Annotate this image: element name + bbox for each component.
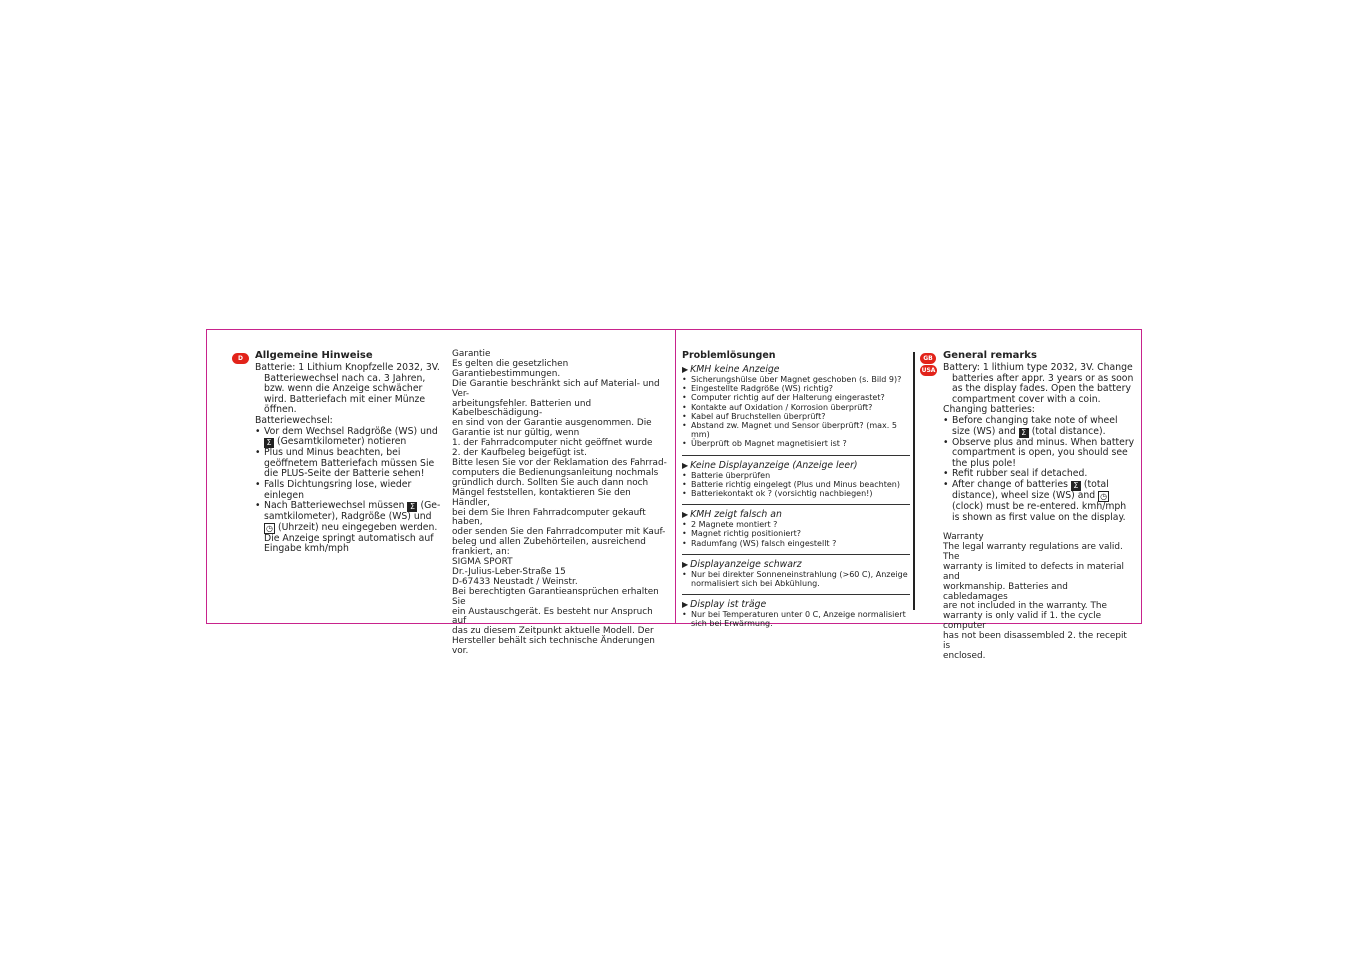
- en-title: General remarks: [943, 350, 1037, 361]
- list-item: • Batterie richtig eingelegt (Plus und Minus beachten): [682, 480, 910, 489]
- de-battery-first: Batterie: 1 Lithium Knopfzelle 2032, 3V.: [255, 362, 440, 373]
- de-warranty-line: 2. der Kaufbeleg beigefügt ist.: [452, 448, 587, 459]
- de-bullets: [255, 427, 445, 555]
- list-item: • Before changing take note of wheel size (WS) and Σ (total distance).: [943, 416, 1135, 438]
- de-general-remarks: [255, 350, 445, 555]
- problem-list: [682, 471, 910, 499]
- sum-icon: Σ: [407, 502, 417, 512]
- list-item: • Nur bei Temperaturen unter 0 C, Anzeige normalisiert sich bei Erwärmung.: [682, 610, 910, 628]
- en-warranty-line: workmanship. Batteries and cabledamages: [943, 581, 1068, 602]
- de-warranty-title: Garantie: [452, 349, 491, 359]
- section-divider: [682, 504, 910, 505]
- de-warranty-line: das zu diesem Zeitpunkt aktuelle Modell. Der: [452, 626, 654, 637]
- de-warranty-line: Bitte lesen Sie vor der Reklamation des Fahrrad-: [452, 457, 667, 468]
- list-item: • Eingestellte Radgröße (WS) richtig?: [682, 384, 910, 393]
- de-warranty-line: arbeitungsfehler. Batterien und Kabelbeschädigung-: [452, 398, 592, 419]
- de-warranty-line: oder senden Sie den Fahrradcomputer mit Kauf-: [452, 527, 666, 538]
- en-general-remarks: [943, 350, 1135, 662]
- list-item: • Vor dem Wechsel Radgröße (WS) und Σ (Gesamtkilometer) notieren: [255, 427, 445, 449]
- sum-icon: Σ: [1019, 428, 1029, 438]
- de-warranty-line: Es gelten die gesetzlichen Garantiebestimmungen.: [452, 358, 569, 379]
- problems-title: Problemlösungen: [682, 350, 776, 361]
- en-warranty: [943, 533, 1135, 662]
- problem-heading: ▶ KMH keine Anzeige: [682, 364, 910, 375]
- en-warranty-line: has not been disassembled 2. the recepit is: [943, 631, 1127, 652]
- de-title: Allgemeine Hinweise: [255, 350, 373, 361]
- center-fold-line: [675, 330, 676, 623]
- list-item: • Observe plus and minus. When battery compartment is open, you should see the plus pole!: [943, 438, 1135, 470]
- section-divider: [682, 594, 910, 595]
- de-warranty-line: Dr.-Julius-Leber-Straße 15: [452, 566, 566, 577]
- sum-icon: Σ: [1071, 481, 1081, 491]
- en-bullets: [943, 416, 1135, 523]
- list-item: • Plus und Minus beachten, bei geöffnetem Batteriefach müssen Sie die PLUS-Seite der Batterie sehen!: [255, 448, 445, 480]
- de-warranty-line: 1. der Fahrradcomputer nicht geöffnet wurde: [452, 438, 653, 449]
- list-item: • Radumfang (WS) falsch eingestellt ?: [682, 539, 910, 548]
- list-item: • Falls Dichtungsring lose, wieder einlegen: [255, 480, 445, 501]
- problem-heading: ▶ Keine Displayanzeige (Anzeige leer): [682, 460, 910, 471]
- list-item: • Batteriekontakt ok ? (vorsichtig nachbiegen!): [682, 489, 910, 498]
- list-item: • Refit rubber seal if detached.: [943, 469, 1135, 480]
- en-battery-rest: batteries after appr. 3 years or as soon as the display fades. Open the battery compartment cover with a coin.: [952, 372, 1134, 405]
- list-item: • Magnet richtig positioniert?: [682, 529, 910, 538]
- de-warranty-line: en sind von der Garantie ausgenommen. Die: [452, 418, 652, 429]
- de-warranty: [452, 350, 667, 657]
- language-badge-de: D: [232, 353, 249, 364]
- clock-icon: ◷: [1098, 491, 1109, 502]
- de-warranty-line: D-67433 Neustadt / Weinstr.: [452, 576, 578, 587]
- section-divider: [682, 554, 910, 555]
- de-change-label: Batteriewechsel:: [255, 414, 333, 426]
- de-battery-rest: Batteriewechsel nach ca. 3 Jahren, bzw. wenn die Anzeige schwächer wird. Batteriefach mit einer Münze öffnen.: [264, 372, 426, 416]
- en-warranty-line: are not included in the warranty. The: [943, 601, 1107, 612]
- list-item: • Nach Batteriewechsel müssen Σ (Ge-samtkilometer), Radgröße (WS) und ◷ (Uhrzeit) neu eingegeben werden. Die Anzeige springt automatisch auf Eingabe kmh/mph: [255, 501, 445, 555]
- column-divider: [913, 352, 915, 610]
- manual-spread: [206, 329, 1142, 661]
- de-warranty-line: frankiert, an:: [452, 547, 510, 558]
- de-warranty-line: SIGMA SPORT: [452, 557, 513, 568]
- problem-list: [682, 375, 910, 449]
- list-item: • 2 Magnete montiert ?: [682, 520, 910, 529]
- de-warranty-line: Bei berechtigten Garantieansprüchen erhalten Sie: [452, 586, 659, 607]
- de-warranty-line: Garantie ist nur gültig, wenn: [452, 428, 580, 439]
- problem-heading: ▶ KMH zeigt falsch an: [682, 509, 910, 520]
- de-warranty-line: ein Austauschgerät. Es besteht nur Anspruch auf: [452, 606, 653, 627]
- de-warranty-line: gründlich durch. Sollten Sie auch dann noch: [452, 477, 649, 488]
- de-warranty-line: Hersteller behält sich technische Änderungen vor.: [452, 636, 655, 657]
- language-badge-gb: GB: [920, 353, 936, 364]
- list-item: • Abstand zw. Magnet und Sensor überprüft? (max. 5 mm): [682, 421, 910, 439]
- de-warranty-line: beleg und allen Zubehörteilen, ausreichend: [452, 537, 646, 548]
- en-warranty-title: Warranty: [943, 532, 984, 543]
- de-warranty-line: Mängel feststellen, kontaktieren Sie den Händler,: [452, 487, 631, 508]
- list-item: • Batterie überprüfen: [682, 471, 910, 480]
- problem-list: [682, 610, 910, 628]
- list-item: • Sicherungshülse über Magnet geschoben (s. Bild 9)?: [682, 375, 910, 384]
- en-change-label: Changing batteries:: [943, 404, 1035, 416]
- de-warranty-line: Die Garantie beschränkt sich auf Material- und Ver-: [452, 378, 660, 399]
- list-item: • Überprüft ob Magnet magnetisiert ist ?: [682, 439, 910, 448]
- de-warranty-line: bei dem Sie Ihren Fahrradcomputer gekauft haben,: [452, 507, 646, 528]
- en-warranty-line: warranty is limited to defects in material and: [943, 561, 1124, 582]
- problem-list: [682, 520, 910, 548]
- sum-icon: Σ: [264, 438, 274, 448]
- problem-heading: ▶ Displayanzeige schwarz: [682, 559, 910, 570]
- en-battery-first: Battery: 1 lithium type 2032, 3V. Change: [943, 362, 1133, 373]
- en-warranty-line: enclosed.: [943, 651, 986, 661]
- en-warranty-line: The legal warranty regulations are valid. The: [943, 542, 1123, 562]
- problem-list: [682, 570, 910, 588]
- section-divider: [682, 455, 910, 456]
- list-item: • After change of batteries Σ (total distance), wheel size (WS) and ◷ (clock) must be re-entered. kmh/mph is shown as first value on the display.: [943, 480, 1135, 523]
- clock-icon: ◷: [264, 523, 275, 534]
- en-warranty-line: warranty is only valid if 1. the cycle computer: [943, 611, 1102, 632]
- list-item: • Kontakte auf Oxidation / Korrosion überprüft?: [682, 403, 910, 412]
- de-warranty-line: computers die Bedienungsanleitung nochmals: [452, 467, 659, 478]
- problem-heading: ▶ Display ist träge: [682, 599, 910, 610]
- problem-solving: [682, 350, 910, 629]
- list-item: • Computer richtig auf der Halterung eingerastet?: [682, 393, 910, 402]
- list-item: • Nur bei direkter Sonneneinstrahlung (>60 C), Anzeige normalisiert sich bei Abkühlung.: [682, 570, 910, 588]
- list-item: • Kabel auf Bruchstellen überprüft?: [682, 412, 910, 421]
- language-badge-usa: USA: [921, 367, 936, 374]
